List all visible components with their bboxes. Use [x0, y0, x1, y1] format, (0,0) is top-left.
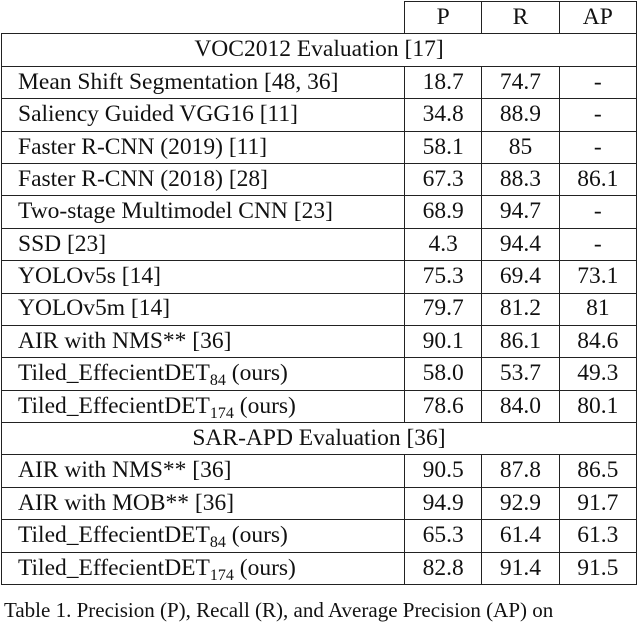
section-title: VOC2012 Evaluation [17]: [2, 34, 637, 66]
method-subscript: 174: [209, 404, 234, 422]
method-name: Faster R-CNN (2018) [28]: [18, 165, 268, 192]
ap-cell: 49.3: [559, 358, 636, 390]
table-caption: Table 1. Precision (P), Recall (R), and Average Precision (AP) on: [4, 598, 554, 622]
recall-cell: 61.4: [482, 520, 559, 552]
method-name: AIR with MOB** [36]: [18, 489, 235, 516]
header-p: P: [405, 2, 482, 34]
method-name: Saliency Guided VGG16 [11]: [18, 101, 298, 128]
ap-cell: -: [559, 99, 636, 131]
precision-cell: 68.9: [405, 196, 482, 228]
recall-cell: 81.2: [482, 293, 559, 325]
method-name: Two-stage Multimodel CNN [23]: [18, 198, 333, 225]
table-row: [2, 487, 637, 519]
ap-cell: -: [559, 66, 636, 98]
recall-cell: 85: [482, 131, 559, 163]
precision-cell: 67.3: [405, 163, 482, 195]
precision-cell: 65.3: [405, 520, 482, 552]
precision-cell: 94.9: [405, 487, 482, 519]
method-name-cell: [2, 66, 405, 98]
recall-cell: 53.7: [482, 358, 559, 390]
header-r: R: [482, 2, 559, 34]
table-row: [2, 293, 637, 325]
method-name-cell: [2, 552, 405, 584]
table-row: [2, 520, 637, 552]
table-row: [2, 261, 637, 293]
section-header-row: [2, 34, 637, 66]
ap-cell: -: [559, 196, 636, 228]
recall-cell: 88.3: [482, 163, 559, 195]
method-suffix: (ours): [233, 392, 296, 419]
precision-cell: 34.8: [405, 99, 482, 131]
precision-cell: 78.6: [405, 390, 482, 422]
table-row: [2, 552, 637, 584]
method-name-cell: [2, 228, 405, 260]
recall-cell: 69.4: [482, 261, 559, 293]
results-table: [1, 1, 637, 585]
recall-cell: 94.7: [482, 196, 559, 228]
ap-cell: -: [559, 131, 636, 163]
recall-cell: 94.4: [482, 228, 559, 260]
table-row: [2, 325, 637, 357]
recall-cell: 86.1: [482, 325, 559, 357]
method-suffix: (ours): [225, 522, 288, 549]
precision-cell: 4.3: [405, 228, 482, 260]
recall-cell: 91.4: [482, 552, 559, 584]
ap-cell: 91.5: [559, 552, 636, 584]
method-name-cell: [2, 325, 405, 357]
method-name: Faster R-CNN (2019) [11]: [18, 133, 268, 160]
method-name-cell: [2, 99, 405, 131]
method-subscript: 174: [209, 566, 234, 584]
table-row: [2, 66, 637, 98]
table-row: [2, 390, 637, 422]
table-row: [2, 196, 637, 228]
table-row: [2, 228, 637, 260]
method-name: AIR with NMS** [36]: [18, 327, 232, 354]
header-blank-cell: [2, 2, 405, 34]
recall-cell: 84.0: [482, 390, 559, 422]
precision-cell: 58.0: [405, 358, 482, 390]
ap-cell: -: [559, 228, 636, 260]
method-subscript: 84: [209, 372, 226, 390]
method-name-cell: [2, 196, 405, 228]
ap-cell: 84.6: [559, 325, 636, 357]
precision-cell: 75.3: [405, 261, 482, 293]
header-row: [2, 2, 637, 34]
ap-cell: 61.3: [559, 520, 636, 552]
precision-cell: 82.8: [405, 552, 482, 584]
section-title: SAR-APD Evaluation [36]: [2, 423, 637, 455]
table-body: [2, 34, 637, 585]
method-name-cell: [2, 261, 405, 293]
method-name-cell: [2, 358, 405, 390]
header-ap: AP: [559, 2, 636, 34]
table-row: [2, 131, 637, 163]
ap-cell: 91.7: [559, 487, 636, 519]
precision-cell: 90.5: [405, 455, 482, 487]
method-name-cell: [2, 163, 405, 195]
ap-cell: 86.5: [559, 455, 636, 487]
method-name: AIR with NMS** [36]: [18, 457, 232, 484]
table-row: [2, 163, 637, 195]
ap-cell: 86.1: [559, 163, 636, 195]
precision-cell: 79.7: [405, 293, 482, 325]
recall-cell: 74.7: [482, 66, 559, 98]
section-header-row: [2, 423, 637, 455]
method-subscript: 84: [209, 534, 226, 552]
precision-cell: 90.1: [405, 325, 482, 357]
method-name: YOLOv5s [14]: [18, 263, 161, 290]
method-name-cell: [2, 390, 405, 422]
recall-cell: 88.9: [482, 99, 559, 131]
table-row: [2, 99, 637, 131]
method-name: Tiled_EffecientDET: [18, 360, 210, 387]
recall-cell: 92.9: [482, 487, 559, 519]
method-name-cell: [2, 487, 405, 519]
method-suffix: (ours): [233, 554, 296, 581]
precision-cell: 18.7: [405, 66, 482, 98]
method-name: SSD [23]: [18, 230, 107, 257]
method-name: YOLOv5m [14]: [18, 295, 171, 322]
ap-cell: 73.1: [559, 261, 636, 293]
method-name: Tiled_EffecientDET: [18, 392, 210, 419]
ap-cell: 80.1: [559, 390, 636, 422]
recall-cell: 87.8: [482, 455, 559, 487]
ap-cell: 81: [559, 293, 636, 325]
precision-cell: 58.1: [405, 131, 482, 163]
method-name: Tiled_EffecientDET: [18, 554, 210, 581]
table-row: [2, 455, 637, 487]
method-name: Mean Shift Segmentation [48, 36]: [18, 68, 339, 95]
method-name-cell: [2, 131, 405, 163]
table-row: [2, 358, 637, 390]
method-name-cell: [2, 455, 405, 487]
method-suffix: (ours): [225, 360, 288, 387]
method-name: Tiled_EffecientDET: [18, 522, 210, 549]
method-name-cell: [2, 293, 405, 325]
method-name-cell: [2, 520, 405, 552]
